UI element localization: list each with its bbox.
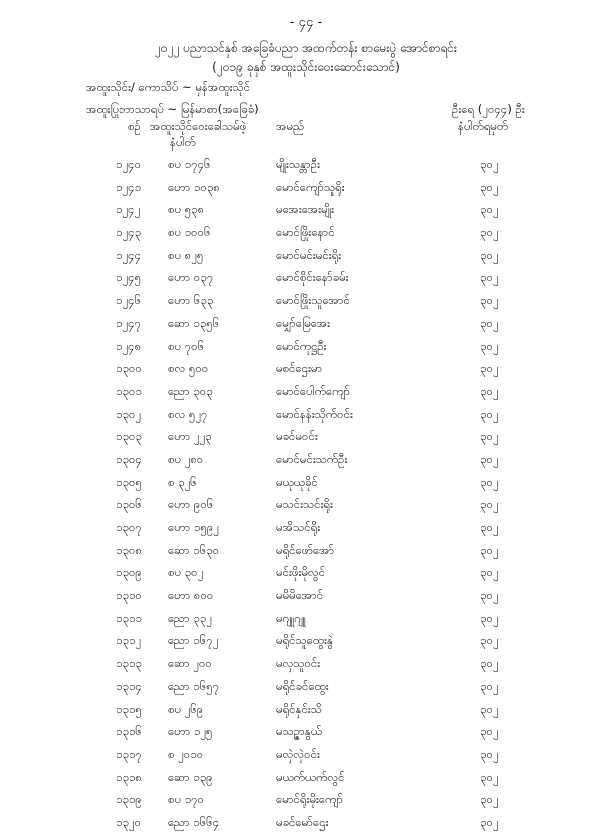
student-name: မောင်ရိုးမိုးကျော် <box>276 792 343 807</box>
student-name: မခင်မော်ဌေး <box>276 814 329 829</box>
seat-number: စပ ၂၈၀ <box>168 451 204 466</box>
score: ၃၀၂ <box>480 520 499 534</box>
seat-number: ညော ၃၀၃ <box>168 383 213 398</box>
row-number: ၁၂၄၆ <box>116 293 142 308</box>
row-number: ၁၂၄၅ <box>116 270 142 285</box>
score: ၃၀၂ <box>480 701 499 716</box>
score: ၃၀၂ <box>480 157 499 171</box>
student-name: မအေးအေးမျိုး <box>276 202 335 217</box>
row-number: ၁၃၀၂ <box>116 406 142 421</box>
score: ၃၀၂ <box>480 792 499 807</box>
student-name: မောင်ပေါက်ကျော် <box>276 383 351 398</box>
table-row <box>0 293 612 316</box>
seat-number: ညော ၁၆၇၂ <box>168 633 219 648</box>
student-name: မယုယုခိုင် <box>276 474 318 489</box>
student-name: မျှော်မြေအေး <box>276 315 331 330</box>
seat-number: စလ ၅၀၀ <box>168 361 209 376</box>
seat-number: စပ ၁၀၀၆ <box>168 225 211 240</box>
table-row <box>0 679 612 702</box>
score: ၃၀၂ <box>480 270 499 285</box>
seat-number: ဟော ၁၂၅ <box>168 724 213 739</box>
table-row <box>0 611 612 634</box>
student-name: မရိုင်ဖော်အော် <box>276 542 335 557</box>
total-count-label: ဦးရေ (၂၀၄၄) ဦး <box>452 102 525 116</box>
row-number: ၁၂၄၃ <box>116 225 142 240</box>
student-name: မလှသူဝင်း <box>276 656 321 671</box>
table-row <box>0 361 612 384</box>
student-name: မောင်ဖြိုးနောင် <box>276 225 335 240</box>
row-number: ၁၃၀၆ <box>116 497 142 512</box>
table-row <box>0 815 612 838</box>
student-name: မောင်ဖြိုးသူအောင် <box>276 293 350 308</box>
seat-number: စပ ၃၀၂ <box>168 565 204 580</box>
major-subject-label: အထူးပြုဘာသာရပ် ~ မြန်မာစာ(အခြေခံ) <box>86 102 259 116</box>
score: ၃၀၂ <box>480 247 499 262</box>
table-row <box>0 543 612 566</box>
score: ၃၀၂ <box>480 315 499 330</box>
table-row <box>0 339 612 362</box>
student-name: မသင်းသင်းရိုး <box>276 497 333 512</box>
student-name: မလှဲလှဲဝင်း <box>276 746 320 761</box>
table-row <box>0 565 612 588</box>
seat-number: စလ ၅၂၇ <box>168 406 208 421</box>
score: ၃၀၂ <box>480 746 499 761</box>
row-number: ၁၃၀၅ <box>116 474 142 489</box>
seat-number: ဟော ၈၀၀ <box>168 588 214 603</box>
score: ၃၀၂ <box>480 179 499 194</box>
table-row <box>0 316 612 339</box>
table-row <box>0 202 612 225</box>
row-number: ၁၃၁၆ <box>116 724 142 739</box>
score: ၃၀၂ <box>480 474 499 489</box>
seat-number: စပ ၁၇၀ <box>168 792 205 807</box>
column-header-name: အမည် <box>276 119 305 133</box>
score: ၃၀၂ <box>480 769 499 784</box>
row-number: ၁၂၄၁ <box>116 179 142 194</box>
score: ၃၀၂ <box>480 565 499 580</box>
score: ၃၀၂ <box>480 724 499 739</box>
student-name: မောင်မင်းသက်ဦး <box>276 451 348 466</box>
score: ၃၀၂ <box>480 588 499 603</box>
seat-number: ညော ၁၆၆၄ <box>168 814 220 829</box>
score: ၃၀၂ <box>480 678 499 693</box>
score: ၃၀၂ <box>480 338 499 353</box>
page-number: - ၄၄ - <box>289 15 323 30</box>
seat-number: ဟော ၀၃၇ <box>168 270 214 285</box>
row-number: ၁၃၁၈ <box>116 769 142 784</box>
seat-number: ညော ၃၃၂ <box>168 610 212 625</box>
score: ၃၀၂ <box>480 656 499 671</box>
seat-number: စပ ၅၃၈ <box>168 202 205 217</box>
table-row <box>0 702 612 725</box>
score: ၃၀၂ <box>480 610 499 625</box>
seat-number: ဟော ၁၅၉၂ <box>168 520 219 534</box>
score: ၃၀၂ <box>480 497 499 512</box>
column-header-seat-line2: နံပါတ် <box>170 135 196 149</box>
seat-number: ဆော ၁၃၅၆ <box>168 315 220 330</box>
table-row <box>0 225 612 248</box>
row-number: ၁၃၁၅ <box>116 701 142 716</box>
student-name: မောင်ကုဋ္ဌဦး <box>276 338 327 353</box>
table-row <box>0 157 612 180</box>
row-number: ၁၂၄၀ <box>116 157 142 171</box>
table-row <box>0 475 612 498</box>
row-number: ၁၃၁၀ <box>116 588 142 603</box>
table-row <box>0 452 612 475</box>
student-name: မခင်မဝင်း <box>276 429 318 444</box>
column-header-number: စဉ် <box>128 119 141 133</box>
score: ၃၀၂ <box>480 451 499 466</box>
row-number: ၁၃၀၁ <box>116 383 142 398</box>
table-row <box>0 656 612 679</box>
student-name: မရိုင်သူထွေးနွဲ <box>276 633 333 648</box>
row-number: ၁၃၁၂ <box>116 633 142 648</box>
seat-number: စပ ၂၆၉ <box>168 701 204 716</box>
seat-number: စပ ၁၇၄၆ <box>168 157 211 171</box>
score: ၃၀၂ <box>480 542 499 557</box>
seat-number: စပ ၇၀၆ <box>168 338 205 353</box>
table-row <box>0 770 612 793</box>
student-name: မသဥ္ဇာနွယ် <box>276 724 322 739</box>
student-name: မအိသင်ရိုး <box>276 520 321 534</box>
seat-number: ဟော ၁၀၃၈ <box>168 179 220 194</box>
row-number: ၁၂၄၈ <box>116 338 142 353</box>
student-name: မယက်ယက်လွင် <box>276 769 345 784</box>
table-row <box>0 520 612 543</box>
table-row <box>0 248 612 271</box>
table-row <box>0 180 612 203</box>
column-header-score: နံပါတ်ရမှတ် <box>458 119 509 133</box>
seat-number: ဆော ၁၃၉ <box>168 769 213 784</box>
row-number: ၁၃၁၃ <box>116 656 142 671</box>
seat-number: ဆော ၂၀၀ <box>168 656 212 671</box>
table-row <box>0 270 612 293</box>
student-name: မျိုးသန္တာဦး <box>276 157 321 171</box>
table-row <box>0 724 612 747</box>
score: ၃၀၂ <box>480 383 499 398</box>
row-number: ၁၂၄၇ <box>116 315 142 330</box>
row-number: ၁၃၀၃ <box>116 429 142 444</box>
student-name: မဂျူဂျူ <box>276 610 306 625</box>
row-number: ၁၃၁၇ <box>116 746 142 761</box>
row-number: ၁၃၁၁ <box>116 610 142 625</box>
student-name: မောင်မင်းမင်းရိုး <box>276 247 342 262</box>
seat-number: ဆော ၁၆၃၀ <box>168 542 220 557</box>
seat-number: စ ၂၀၁၀ <box>168 746 204 761</box>
seat-number: စပ ၈၂၅ <box>168 247 204 262</box>
document-subtitle: (၂၀၁၉ ခုနှစ် အထူးသိုင်းဝေးဆောင်းသောင်) <box>212 60 400 74</box>
row-number: ၁၂၄၄ <box>116 247 142 262</box>
student-name: မောင်ကျော်သူရိုး <box>276 179 345 194</box>
row-number: ၁၃၀၄ <box>116 451 142 466</box>
subject-label: အထူးသိုင်း/ ကောသိပ် ~ မှန်အထူးသိုင် <box>86 80 251 94</box>
score: ၃၀၂ <box>480 633 499 648</box>
seat-number: ဟော ၂၂၃ <box>168 429 212 444</box>
table-row <box>0 633 612 656</box>
table-row <box>0 747 612 770</box>
row-number: ၁၃၂၀ <box>116 814 142 829</box>
table-row <box>0 792 612 815</box>
student-name: မစင်ဌေးမာ <box>276 361 323 376</box>
score: ၃၀၂ <box>480 814 499 829</box>
column-header-seat: အထူးသိုင်ဝေးခေါသမ်ဖဲ့ <box>150 119 247 133</box>
student-name: မမိမိအောင် <box>276 588 324 603</box>
row-number: ၁၃၁၄ <box>116 678 142 693</box>
document-title: ၂၀၂၂ ပညာသင်နှစ် အခြေခံပညာ အထက်တန်း စာမေးပွဲ အောင်စာရင်း <box>155 41 457 55</box>
student-name: မရိုင်နှင်းသိ <box>276 701 322 716</box>
results-list <box>0 157 612 838</box>
row-number: ၁၃၀၀ <box>116 361 142 376</box>
table-row <box>0 429 612 452</box>
row-number: ၁၃၀၇ <box>116 520 142 534</box>
student-name: မောင်စိုင်းနော်ခမ်း <box>276 270 349 285</box>
seat-number: ဟော ၉၀၆ <box>168 497 214 512</box>
table-row <box>0 384 612 407</box>
score: ၃၀၂ <box>480 406 499 421</box>
score: ၃၀၂ <box>480 202 499 217</box>
student-name: မောင်နန်းသိုက်ဝင်း <box>276 406 353 421</box>
table-row <box>0 588 612 611</box>
row-number: ၁၃၁၉ <box>116 792 142 807</box>
table-row <box>0 497 612 520</box>
score: ၃၀၂ <box>480 429 499 444</box>
row-number: ၁၃၀၉ <box>116 565 142 580</box>
table-row <box>0 407 612 430</box>
score: ၃၀၂ <box>480 293 499 308</box>
seat-number: ဟော ၆၃၃ <box>168 293 214 308</box>
score: ၃၀၂ <box>480 361 499 376</box>
seat-number: ညော ၁၆၅၇ <box>168 678 220 693</box>
score: ၃၀၂ <box>480 225 499 240</box>
seat-number: စ ၃၂၆ <box>168 474 197 489</box>
student-name: မရိုင်ခင်ထွေး <box>276 678 329 693</box>
row-number: ၁၂၄၂ <box>116 202 141 217</box>
student-name: မင်းဖိုးမိုလွင် <box>276 565 326 580</box>
row-number: ၁၃၀၈ <box>116 542 142 557</box>
